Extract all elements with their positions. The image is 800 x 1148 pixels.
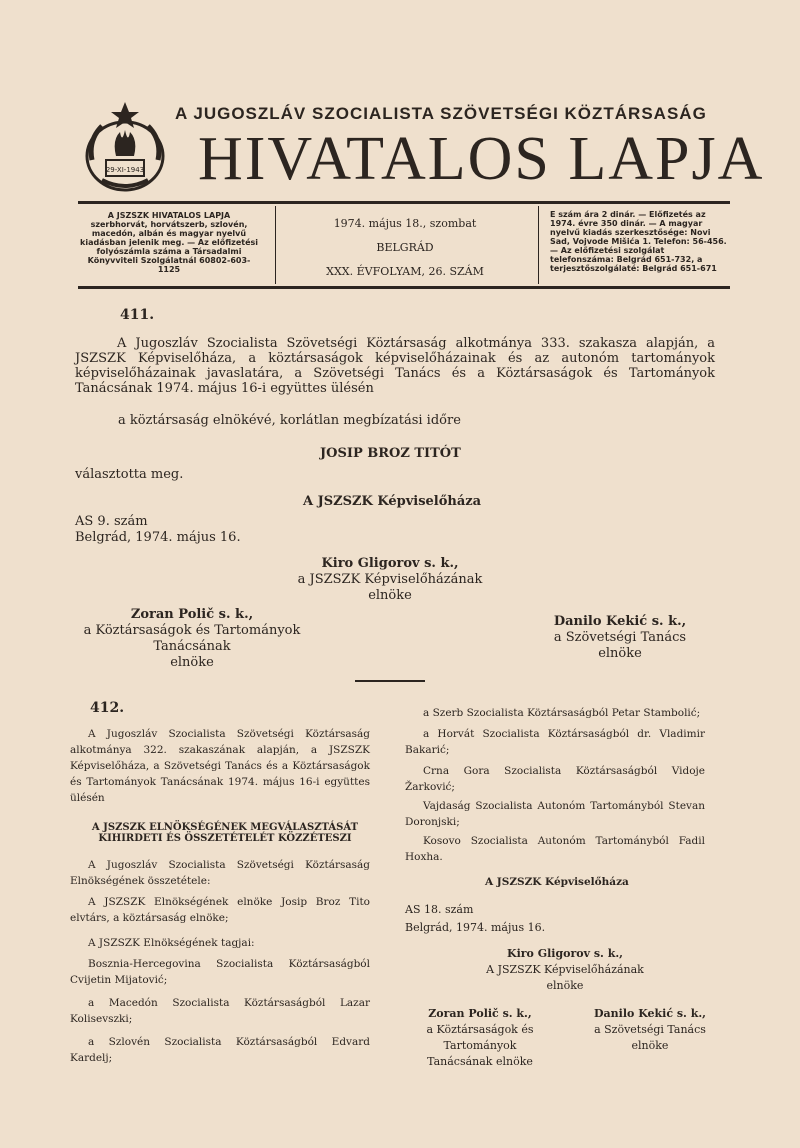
- doc412-signature-right: [575, 1006, 725, 1054]
- heading-line: KIHIRDETI ÉS ÖSSZETÉTELÉT KÖZZÉTESZI: [98, 833, 352, 844]
- signer-role: a Szövetségi Tanács: [594, 1023, 706, 1036]
- doc412-signature-center: [455, 946, 675, 994]
- doc412-intro: A Jugoszláv Szocialista Szövetségi Köztársaság alkotmánya 322. szakaszának alapján, a JSZSZK Képviselőháza, a Szövetségi Tanács és a Köztársaságok és Tartományok Tanácsának 1974. május 16-i együttes ülésén: [70, 728, 370, 804]
- signer-role: Tanácsának elnöke: [427, 1055, 533, 1068]
- heading-line: A JSZSZK ELNÖKSÉGÉNEK MEGVÁLASZTÁSÁT: [91, 822, 359, 833]
- publication-title: HIVATALOS LAPJA: [198, 125, 765, 193]
- doc411-line2: a köztársaság elnökévé, korlátlan megbízatási időre: [118, 413, 461, 428]
- doc411-signature-center: [270, 556, 510, 604]
- doc412-r1: a Szerb Szocialista Köztársaságból Petar Stambolić;: [423, 707, 701, 719]
- issue-city: BELGRÁD: [376, 241, 434, 254]
- doc412-heading: [60, 822, 390, 844]
- signer-role: elnöke: [546, 979, 584, 992]
- signer-role: a Köztársaságok és Tartományok: [83, 623, 301, 638]
- issue-info: [285, 218, 525, 290]
- section-divider: [355, 680, 425, 682]
- doc412-r3: Crna Gora Szocialista Köztársaságból Vidoje Žarković;: [405, 765, 705, 793]
- signer-name: Zoran Polič s. k.,: [130, 607, 254, 622]
- issue-date: 1974. május 18., szombat: [333, 217, 477, 230]
- doc412-r5: Kosovo Szocialista Autonóm Tartományból Fadil Hoxha.: [405, 835, 705, 863]
- doc412-signature-left: [410, 1006, 550, 1070]
- doc412-p3: A JSZSZK Elnökségének tagjai:: [88, 937, 255, 949]
- doc411-name: JOSIP BROZ TITÓT: [320, 446, 461, 461]
- signer-role: A JSZSZK Képviselőházának: [486, 963, 644, 976]
- signer-role: elnöke: [598, 646, 642, 661]
- signer-role: elnöke: [170, 655, 214, 670]
- signer-role: a Köztársaságok és: [426, 1023, 534, 1036]
- doc411-line3: választotta meg.: [75, 467, 184, 482]
- signer-role: Tanácsának: [153, 639, 231, 654]
- issue-volume: XXX. ÉVFOLYAM, 26. SZÁM: [326, 265, 484, 278]
- doc412-ref: AS 18. szám: [405, 903, 474, 916]
- signer-name: Danilo Kekić s. k.,: [553, 614, 687, 629]
- document-number-411: 411.: [120, 307, 155, 323]
- doc412-r4: Vajdaság Szocialista Autonóm Tartományból Stevan Doronjski;: [405, 800, 705, 828]
- doc412-place-date: Belgrád, 1974. május 16.: [405, 921, 546, 934]
- signer-role: a Szövetségi Tanács: [553, 630, 687, 645]
- doc412-r2: a Horvát Szocialista Köztársaságból dr. Vladimir Bakarić;: [405, 728, 705, 756]
- masthead-rule-top: [78, 201, 730, 204]
- doc411-signature-right: [520, 614, 720, 662]
- doc411-place-date: Belgrád, 1974. május 16.: [75, 530, 241, 545]
- masthead-divider-left: [275, 206, 276, 284]
- doc412-p4: Bosznia-Hercegovina Szocialista Köztársaságból Cvijetin Mijatović;: [70, 958, 370, 986]
- doc411-issuer: A JSZSZK Képviselőháza: [303, 494, 482, 509]
- doc411-ref: AS 9. szám: [75, 514, 148, 529]
- signer-name: Kiro Gligorov s. k.,: [507, 947, 623, 960]
- doc412-p1: A Jugoszláv Szocialista Szövetségi Köztársaság Elnökségének összetétele:: [70, 859, 370, 887]
- doc412-issuer: A JSZSZK Képviselőháza: [485, 876, 629, 888]
- signer-role: elnöke: [631, 1039, 669, 1052]
- doc411-signature-left: [62, 607, 322, 671]
- state-emblem-icon: [82, 100, 168, 196]
- signer-role: a JSZSZK Képviselőházának: [297, 572, 483, 587]
- doc412-p6: a Szlovén Szocialista Köztársaságból Edvard Kardelj;: [70, 1036, 370, 1064]
- document-number-412: 412.: [90, 700, 125, 716]
- publication-subtitle: A JUGOSZLÁV SZOCIALISTA SZÖVETSÉGI KÖZTÁRSASÁG: [175, 104, 707, 123]
- emblem-date: 29-XI-1943: [105, 166, 145, 174]
- signer-name: Zoran Polič s. k.,: [428, 1007, 532, 1020]
- price-info: E szám ára 2 dinár. — Előfizetés az 1974. évre 350 dinár. — A magyar nyelvű kiadás szerkesztősége: Novi Sad, Vojvode Mišića 1. Telefon: 56-456. — Az előfizetési szolgálat telefonszáma: Belgrád 651-732, a terjesztőszolgálaté: Belgrád 651-671: [550, 210, 727, 273]
- masthead-rule-bottom: [78, 286, 730, 289]
- signer-name: Danilo Kekić s. k.,: [594, 1007, 706, 1020]
- doc412-p2: A JSZSZK Elnökségének elnöke Josip Broz Tito elvtárs, a köztársaság elnöke;: [70, 896, 370, 924]
- doc412-p5: a Macedón Szocialista Köztársaságból Lazar Kolisevszki;: [70, 997, 370, 1025]
- signer-role: elnöke: [368, 588, 412, 603]
- publication-info: A JSZSZK HIVATALOS LAPJA szerbhorvát, horvátszerb, szlovén, macedón, albán és magyar nyelvű kiadásban jelenik meg. — Az előfizetési folyószámla száma a Társadalmi Könyvviteli Szolgálatnál 60802-603-1125: [80, 211, 258, 274]
- doc411-intro: A Jugoszláv Szocialista Szövetségi Köztársaság alkotmánya 333. szakasza alapján, a JSZSZK Képviselőháza, a köztársaságok képviselőházainak és az autonóm tartományok képviselőházainak javaslatára, a Szövetségi Tanács és a Köztársaságok és Tartományok Tanácsának 1974. május 16-i együttes ülésén: [75, 336, 715, 396]
- signer-role: Tartományok: [443, 1039, 517, 1052]
- masthead-divider-right: [538, 206, 539, 284]
- signer-name: Kiro Gligorov s. k.,: [321, 556, 459, 571]
